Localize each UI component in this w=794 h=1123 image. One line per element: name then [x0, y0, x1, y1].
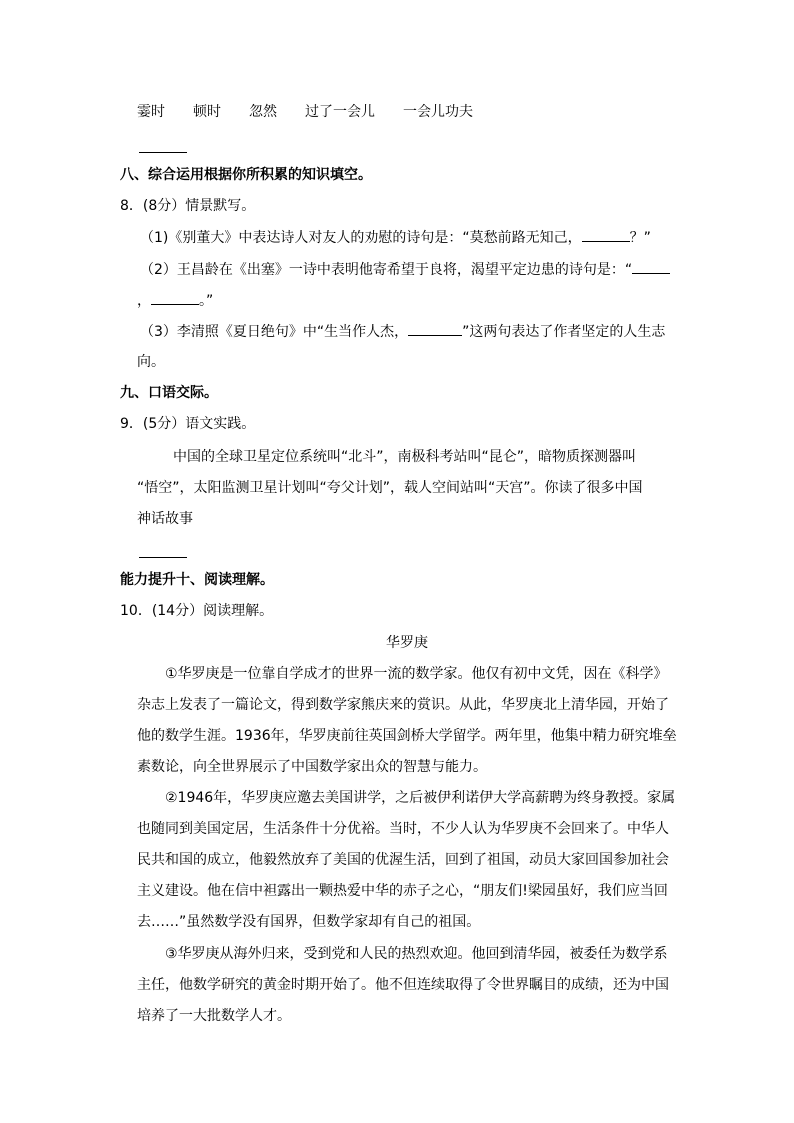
passage-line: 他的数学生涯。1936年，华罗庚前往英国剑桥大学留学。两年里，他集中精力研究堆垒	[137, 728, 677, 744]
passage-line: 也随同到美国定居，生活条件十分优裕。当时，不少人认为华罗庚不会回来了。中华人	[137, 821, 669, 837]
item-text: ？”	[629, 230, 651, 246]
answer-blank[interactable]	[408, 321, 462, 336]
passage-line: 素数论，向全世界展示了中国数学家出众的智慧与能力。	[137, 759, 487, 775]
section-heading: 八、综合运用根据你所积累的知识填空。	[120, 167, 372, 183]
word-option: 顿时	[193, 104, 221, 120]
item-text: 。”	[199, 293, 214, 309]
passage-line: 神话故事	[137, 511, 193, 527]
passage-line: 主义建设。他在信中袒露出一颗热爱中华的赤子之心，“朋友们!梁园虽好，我们应当回	[137, 883, 668, 899]
section-heading: 能力提升十、阅读理解。	[120, 572, 274, 588]
answer-blank[interactable]	[632, 259, 670, 274]
question-title: 8．(8分）情景默写。	[120, 198, 256, 214]
question-item	[140, 259, 670, 280]
item-text: （2）王昌龄在《出塞》一诗中表明他寄希望于良将，渴望平定边患的诗句是：“	[140, 262, 633, 278]
passage-title: 华罗庚	[386, 635, 428, 651]
passage-line: 中国的全球卫星定位系统叫“北斗”，南极科考站叫“昆仑”，暗物质探测器叫	[173, 449, 637, 465]
question-item	[140, 321, 665, 342]
question-item-continuation: 向。	[137, 354, 165, 370]
item-text: ，	[137, 293, 151, 309]
passage-line: 去……”虽然数学没有国界，但数学家却有自己的祖国。	[137, 914, 481, 930]
section-heading: 九、口语交际。	[120, 385, 218, 401]
answer-blank[interactable]	[151, 290, 199, 305]
question-item	[137, 290, 213, 311]
word-option: 忽然	[249, 104, 277, 120]
passage-line: ③华罗庚从海外归来，受到党和人民的热烈欢迎。他回到清华园，被委任为数学系	[165, 946, 668, 962]
word-option: 霎时	[137, 104, 165, 120]
word-option: 一会儿功夫	[403, 104, 473, 120]
question-title: 10．(14分）阅读理解。	[120, 603, 274, 619]
passage-line: 主任，他数学研究的黄金时期开始了。他不但连续取得了令世界瞩目的成绩，还为中国	[137, 977, 669, 993]
passage-line: ①华罗庚是一位靠自学成才的世界一流的数学家。他仅有初中文凭，因在《科学》	[165, 666, 668, 682]
question-item	[140, 227, 651, 248]
answer-blank[interactable]	[139, 557, 187, 558]
passage-line: “悟空”，太阳监测卫星计划叫“夸父计划”，载人空间站叫“天宫”。你读了很多中国	[137, 480, 643, 496]
passage-line: 民共和国的成立，他毅然放弃了美国的优渥生活，回到了祖国，动员大家回国参加社会	[137, 852, 669, 868]
question-title: 9．(5分）语文实践。	[120, 416, 256, 432]
passage-line: ②1946年，华罗庚应邀去美国讲学，之后被伊利诺伊大学高薪聘为终身教授。家属	[165, 790, 676, 806]
passage-line: 杂志上发表了一篇论文，得到数学家熊庆来的赏识。从此，华罗庚北上清华园，开始了	[137, 697, 669, 713]
item-text: （1)《别董大》中表达诗人对友人的劝慰的诗句是：“莫愁前路无知己，	[140, 230, 582, 246]
answer-blank[interactable]	[139, 152, 187, 153]
passage-line: 培养了一大批数学人才。	[137, 1008, 291, 1024]
item-text: ”这两句表达了作者坚定的人生志	[462, 324, 666, 340]
item-text: （3）李清照《夏日绝句》中“生当作人杰，	[140, 324, 409, 340]
word-option: 过了一会儿	[305, 104, 375, 120]
answer-blank[interactable]	[582, 227, 630, 242]
